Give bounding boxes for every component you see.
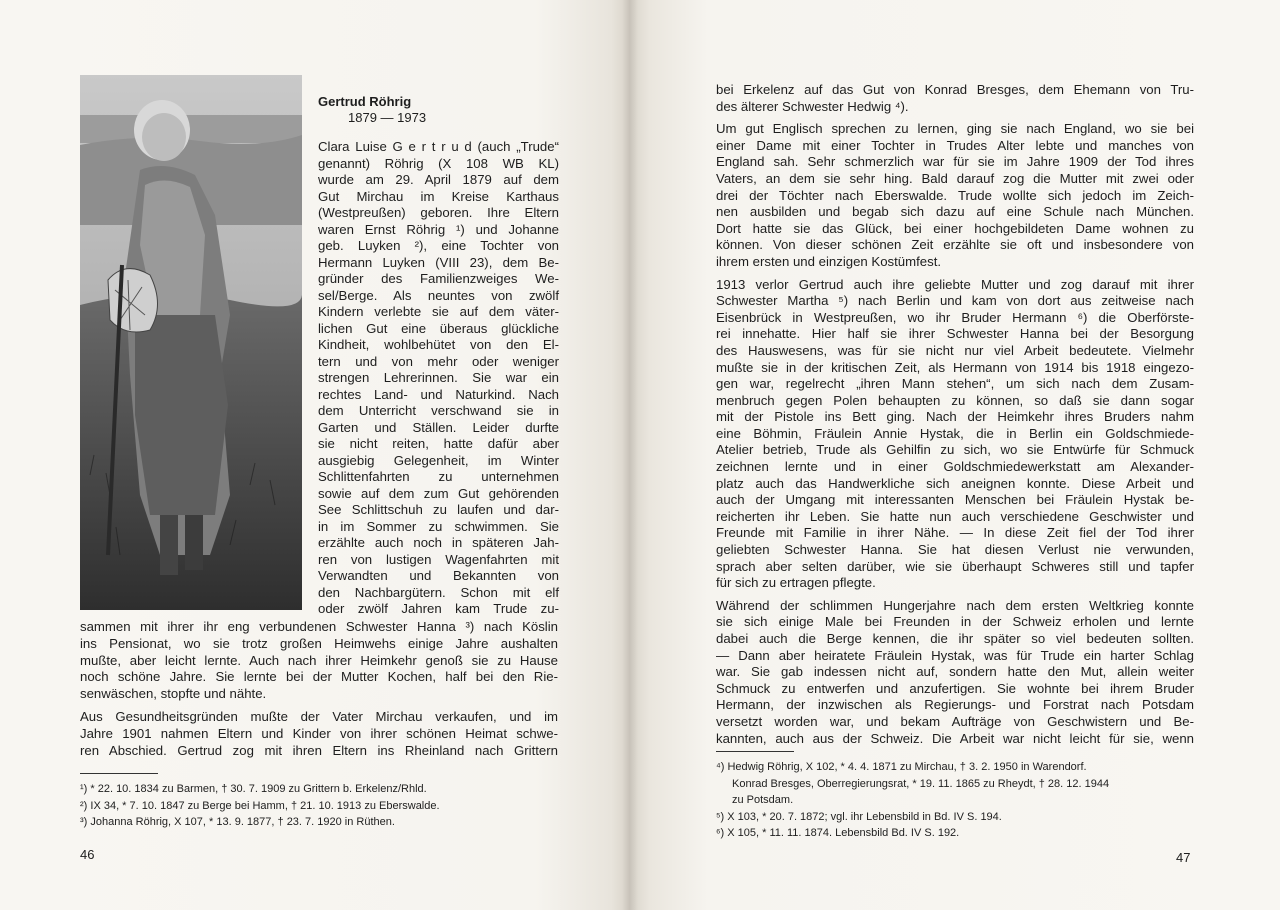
text-line: senwäschen, stopfte und nähte. bbox=[80, 686, 267, 702]
page-number: 47 bbox=[1176, 850, 1191, 865]
text-line: ren von lustigen Wagenfahrten mit bbox=[318, 551, 559, 567]
text-line: mußte sie in der kritischen Zeit, als Hermann von 1914 bis 1918 eingezo- bbox=[716, 359, 1194, 375]
text-line: 1913 verlor Gertrud auch ihre geliebte Mutter und zog darauf mit ihrer bbox=[716, 276, 1194, 292]
text-line: in im Sommer zu schwimmen. Sie bbox=[318, 518, 559, 534]
text-line: tern und von mehr oder weniger bbox=[318, 353, 559, 369]
text-line: Um gut Englisch sprechen zu lernen, ging sie nach England, wo sie bei bbox=[716, 121, 1194, 137]
text-line: Kindheit, wohlbehütet von den El- bbox=[318, 337, 559, 352]
text-line: strengen Lehrerinnen. Sie war ein bbox=[318, 370, 559, 385]
text-line: kannten, auch aus der Schweiz. Die Arbeit war nicht leicht für sie, wenn bbox=[716, 730, 1194, 746]
text-line: Schmuck zu entwerfen und anzufertigen. Sie wohnte bei ihrem Bruder bbox=[716, 680, 1194, 696]
text-line: ausgiebig Gelegenheit, im Winter bbox=[318, 452, 559, 468]
text-block-right-page bbox=[716, 82, 1194, 747]
text-line: platz auch das Handwerkliche sich aneignen konnte. Diese Arbeit und bbox=[716, 475, 1194, 491]
text-line: rei innehatte. Hier half sie ihrer Schwester Hanna bei der Besorgung bbox=[716, 326, 1194, 342]
footnote: ²) IX 34, * 7. 10. 1847 zu Berge bei Hamm, † 21. 10. 1913 zu Eberswalde. bbox=[80, 799, 440, 812]
text-line: Hermann Luyken (VIII 23), dem Be- bbox=[318, 254, 559, 270]
text-line: Dort hatte sie das Glück, bei einer hochgebildeten Dame wohnen zu bbox=[716, 220, 1194, 236]
text-line: geliebten Schwester Hanna. Sie hat diesen Verlust nie verwunden, bbox=[716, 542, 1194, 558]
text-line: sie nicht reiten, hatte dafür aber bbox=[318, 436, 559, 451]
text-line: ren Abschied. Gertrud zog mit ihren Eltern ins Rheinland nach Grittern bbox=[80, 742, 558, 758]
footnotes bbox=[716, 759, 1109, 842]
text-line: reicherten ihr Leben. Sie hatte nun auch verschiedene Geschwister und bbox=[716, 508, 1194, 524]
text-line: Jahre 1901 nahmen Eltern und Kinder von ihrer schönen Heimat schwe- bbox=[80, 725, 558, 741]
text-line: Gut Mirchau im Kreise Karthaus bbox=[318, 188, 559, 204]
text-line: Hermann, der inzwischen als Regierungs- und Forstrat nach Potsdam bbox=[716, 697, 1194, 713]
text-line: des Hauswesens, was für sie nicht nur viel Arbeit bedeutete. Vielmehr bbox=[716, 342, 1194, 358]
book-spine-shadow bbox=[622, 0, 638, 910]
footnote: ³) Johanna Röhrig, X 107, * 13. 9. 1877, † 23. 7. 1920 in Rüthen. bbox=[80, 816, 395, 828]
footnote-continuation: zu Potsdam. bbox=[732, 794, 794, 806]
text-line: waren Ernst Röhrig ¹) und Johanne bbox=[318, 221, 559, 237]
text-block-full-width bbox=[80, 619, 558, 759]
text-line: menbruch gegen Polen behaupten zu können, so daß sie dann sogar bbox=[716, 392, 1194, 408]
text-line: Während der schlimmen Hungerjahre nach dem ersten Weltkrieg konnte bbox=[716, 597, 1194, 613]
text-line: Freunde mit Familie in ihrer Nähe. — In diese Zeit fiel der Tod ihrer bbox=[716, 525, 1194, 541]
text-line: dabei auch die Berge kennen, die ihr später so viel bedeuten sollten. bbox=[716, 631, 1194, 646]
left-page bbox=[0, 0, 630, 910]
text-line: rechtes Land- und Naturkind. Nach bbox=[318, 386, 559, 402]
footnotes bbox=[80, 781, 440, 831]
text-line: bei Erkelenz auf das Gut von Konrad Bresges, dem Ehemann von Tru- bbox=[716, 82, 1194, 97]
text-line: Eisenbrück in Westpreußen, wo ihr Bruder Hermann ⁶) die Oberförste- bbox=[716, 309, 1194, 325]
text-line: gründer des Familienzweiges We- bbox=[318, 271, 559, 286]
life-years: 1879 — 1973 bbox=[348, 110, 427, 125]
article-heading bbox=[318, 94, 563, 126]
text-line: ins Pensionat, wo sie trotz großen Heimwehs einige Jahre aushalten bbox=[80, 635, 558, 651]
text-line: — Dann aber heiratete Fräulein Hystak, was für Trude ein harter Schlag bbox=[716, 647, 1194, 663]
text-line: Vaters, an dem sie sehr hing. Bald darauf zog die Mutter mit zwei oder bbox=[716, 170, 1194, 186]
text-column-beside-photo bbox=[318, 139, 559, 618]
text-line: ihrem ersten und einzigen Kostümfest. bbox=[716, 253, 942, 269]
text-line: einer Dame mit einer Tochter in Trudes Alter lebte und manches von bbox=[716, 137, 1194, 153]
person-name: Gertrud Röhrig bbox=[318, 94, 412, 109]
text-line: Garten und Ställen. Leider durfte bbox=[318, 419, 559, 435]
text-line: sel/Berge. Als neuntes von zwölf bbox=[318, 287, 559, 303]
text-line: dem Unterricht verschwand sie in bbox=[318, 403, 559, 418]
text-line: nen ausbilden und begab sich dazu auf eine Schule nach München. bbox=[716, 204, 1194, 220]
portrait-photo bbox=[80, 75, 302, 610]
text-line: können. Von dieser schönen Zeit erzählte sie oft und insbesondere von bbox=[716, 237, 1194, 253]
footnote: ⁶) X 105, * 11. 11. 1874. Lebensbild Bd. IV S. 192. bbox=[716, 827, 960, 839]
text-line: Aus Gesundheitsgründen mußte der Vater Mirchau verkaufen, und im bbox=[80, 708, 558, 724]
footnote: ⁴) Hedwig Röhrig, X 102, * 4. 4. 1871 zu Mirchau, † 3. 2. 1950 in Warendorf. bbox=[716, 761, 1087, 773]
text-line: sprach aber selten darüber, wie sie überhaupt Schweres still und tapfer bbox=[716, 558, 1194, 574]
text-line: mit der Pistole ins Bett ging. Nach der Heimkehr ihres Bruders nahm bbox=[716, 409, 1194, 425]
text-line: Schlittenfahrten zu unternehmen bbox=[318, 469, 559, 484]
footnote-rule bbox=[716, 751, 794, 752]
footnote-continuation: Konrad Bresges, Oberregierungsrat, * 19. 11. 1865 zu Rheydt, † 28. 12. 1944 bbox=[732, 777, 1110, 790]
text-line: England sah. Sehr schmerzlich war für sie im Jahre 1909 der Tod ihres bbox=[716, 154, 1194, 170]
text-line: des älterer Schwester Hedwig ⁴). bbox=[716, 98, 909, 114]
text-line: erzählte auch noch in späteren Jah- bbox=[318, 535, 559, 550]
text-line: auch der Umgang mit interessanten Menschen bei Fräulein Hystak be- bbox=[716, 492, 1194, 508]
text-line: drei der Töchter nach Eberswalde. Trude wollte sich jedoch im Zeich- bbox=[716, 187, 1194, 203]
text-line: geb. Luyken ²), eine Tochter von bbox=[318, 238, 559, 253]
text-line: eine Böhmin, Fräulein Annie Hystak, die in Berlin ein Goldschmiede- bbox=[716, 425, 1194, 441]
text-line: Clara Luise G e r t r u d (auch „Trude“ bbox=[318, 139, 559, 154]
text-line: (Westpreußen) geboren. Ihre Eltern bbox=[318, 205, 559, 220]
text-line: See Schlittschuh zu laufen und dar- bbox=[318, 502, 559, 517]
text-line: versetzt worden war, und bekam Aufträge von Geschwistern und Be- bbox=[716, 713, 1194, 729]
text-line: zeichnen lernte und in einer Goldschmiedewerkstatt am Alexander- bbox=[716, 459, 1194, 475]
text-line: Atelier betrieb, Trude als Gehilfin zu sich, wo sie Entwürfe für Schmuck bbox=[716, 442, 1194, 458]
text-line: sowie auf dem zum Gut gehörenden bbox=[318, 485, 559, 501]
text-line: sie sich einige Male bei Freunden in der Schweiz erholen und lernte bbox=[716, 614, 1194, 630]
footnote: ¹) * 22. 10. 1834 zu Barmen, † 30. 7. 1909 zu Grittern b. Erkelenz/Rhld. bbox=[80, 783, 427, 795]
text-line: mußte, aber leicht lernte. Auch nach ihrer Heimkehr genoß sie zu Hause bbox=[80, 652, 558, 668]
text-line: war. Sie gab indessen nicht auf, sondern hatte den Mut, allein weiter bbox=[716, 664, 1194, 680]
text-line: Kindern verlebte sie auf dem väter- bbox=[318, 304, 559, 319]
portrait-photo-icon bbox=[80, 75, 302, 610]
text-line: gen war, regelrecht „ihren Mann stehen“, um sich nach dem Zusam- bbox=[716, 376, 1194, 392]
text-line: Schwester Martha ⁵) nach Berlin und kam von dort aus zeitweise nach bbox=[716, 293, 1194, 309]
text-line: Verwandten und Bekannten von bbox=[318, 568, 559, 583]
text-line: genannt) Röhrig (X 108 WB KL) bbox=[318, 155, 559, 171]
page-number: 46 bbox=[80, 847, 95, 862]
text-line: wurde am 29. April 1879 auf dem bbox=[318, 172, 559, 187]
footnote-rule bbox=[80, 773, 158, 774]
text-line: für sich zu ertragen pflegte. bbox=[716, 575, 876, 591]
text-line: oder zwölf Jahren kam Trude zu- bbox=[318, 601, 559, 616]
text-line: lichen Gut eine überaus glückliche bbox=[318, 320, 559, 336]
text-line: noch schöne Jahre. Sie lernte bei der Mutter Kochen, half bei den Rie- bbox=[80, 669, 558, 685]
text-line: den Nachbargütern. Schon mit elf bbox=[318, 584, 559, 600]
footnote: ⁵) X 103, * 20. 7. 1872; vgl. ihr Lebensbild in Bd. IV S. 194. bbox=[716, 810, 1002, 823]
text-line: sammen mit ihrer ihr eng verbundenen Schwester Hanna ³) nach Köslin bbox=[80, 619, 558, 634]
